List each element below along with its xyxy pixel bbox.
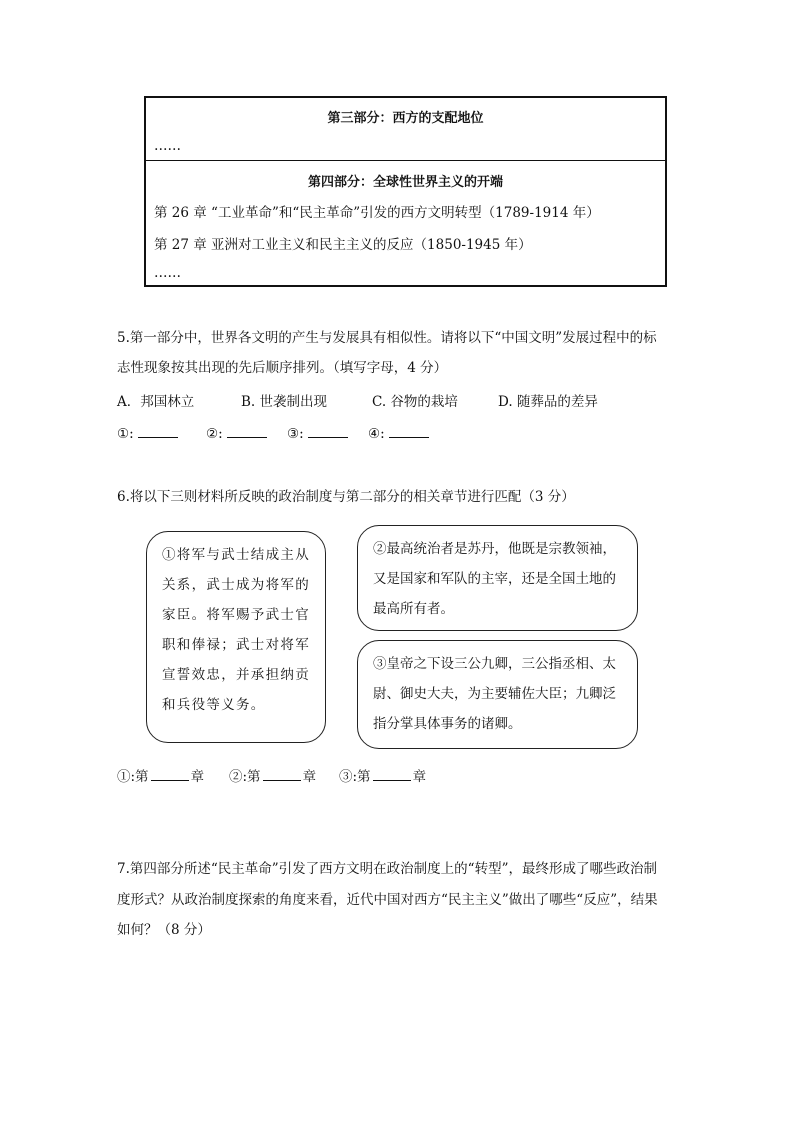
answer-blank-2[interactable]: [206, 423, 267, 442]
box2-line: 最高所有者。: [373, 601, 454, 617]
blank-line: [389, 423, 429, 438]
answer-blank-1[interactable]: [117, 423, 178, 442]
question-5-answer-blanks: [117, 423, 457, 443]
chapter-blank-label-1: ①:第: [117, 769, 149, 785]
part3-ellipsis: ……: [154, 138, 181, 154]
box1-line: 宣誓效忠，并承担纳贡: [162, 667, 310, 683]
blank-line: [227, 423, 267, 438]
box3-line: 指分掌具体事务的诸卿。: [373, 716, 522, 732]
question-7-line-1: 7.第四部分所述“民主革命”引发了西方文明在政治制度上的“转型”，最终形成了哪些政治制: [117, 861, 657, 877]
chapter-blank-2[interactable]: [229, 765, 316, 785]
question-7-line-3: 如何？（8 分）: [117, 922, 211, 938]
chapter-26: 第 26 章 “工业革命”和“民主革命”引发的西方文明转型（1789-1914 年）: [154, 205, 600, 221]
option-d: D. 随葬品的差异: [498, 394, 598, 410]
question-5-line-2: 志性现象按其出现的先后顺序排列。（填写字母，4 分）: [117, 360, 448, 376]
chapter-blank-1[interactable]: [117, 765, 204, 785]
box1-line: 关系，武士成为将军的: [162, 577, 310, 593]
chapter-suffix: 章: [412, 769, 427, 785]
question-6-answer-blanks: [117, 765, 457, 785]
blank-label-3: ③:: [287, 426, 304, 442]
blank-label-1: ①:: [117, 426, 134, 442]
box2-line: ②最高统治者是苏丹，他既是宗教领袖，: [373, 541, 616, 557]
question-6-line-1: 6.将以下三则材料所反映的政治制度与第二部分的相关章节进行匹配（3 分）: [117, 489, 575, 505]
blank-line: [373, 766, 411, 781]
answer-blank-3[interactable]: [287, 423, 348, 442]
chapter-blank-label-2: ②:第: [229, 769, 261, 785]
blank-line: [263, 766, 301, 781]
question-5-line-1: 5.第一部分中，世界各文明的产生与发展具有相似性。请将以下“中国文明”发展过程中的标: [117, 330, 657, 346]
chapter-suffix: 章: [190, 769, 205, 785]
box1-line: 和兵役等义务。: [162, 697, 266, 713]
part4-section: [146, 161, 665, 285]
blank-label-2: ②:: [206, 426, 223, 442]
chapter-blank-label-3: ③:第: [339, 769, 371, 785]
box3-line: ③皇帝之下设三公九卿，三公指丞相、太: [373, 656, 616, 672]
blank-line: [151, 766, 189, 781]
part4-ellipsis: ……: [154, 265, 181, 281]
material-box-1: [146, 531, 326, 743]
answer-blank-4[interactable]: [368, 423, 429, 442]
chapter-blank-3[interactable]: [339, 765, 426, 785]
material-box-2: [357, 525, 638, 631]
chapter-suffix: 章: [302, 769, 317, 785]
box1-line: 家臣。将军赐予武士官: [162, 607, 310, 623]
box1-line: ①将军与武士结成主从: [162, 547, 310, 563]
part3-section: [146, 98, 665, 161]
blank-line: [308, 423, 348, 438]
option-b: B. 世袭制出现: [241, 394, 328, 410]
box1-line: 职和俸禄；武士对将军: [162, 637, 310, 653]
chapter-27: 第 27 章 亚洲对工业主义和民主主义的反应（1850-1945 年）: [154, 237, 532, 253]
part3-title: 第三部分：西方的支配地位: [327, 111, 484, 126]
box2-line: 又是国家和军队的主宰，还是全国土地的: [373, 571, 616, 587]
box3-line: 尉、御史大夫，为主要辅佐大臣；九卿泛: [373, 686, 616, 702]
option-c: C. 谷物的栽培: [372, 394, 458, 410]
option-a: A．邦国林立: [117, 394, 195, 410]
part4-title: 第四部分：全球性世界主义的开端: [307, 175, 503, 190]
outline-table: [144, 96, 667, 287]
blank-line: [138, 423, 178, 438]
material-box-3: [357, 640, 638, 749]
question-7-line-2: 度形式？从政治制度探索的角度来看，近代中国对西方“民主主义”做出了哪些“反应”，结果: [117, 892, 658, 908]
blank-label-4: ④:: [368, 426, 385, 442]
question-5-options: [117, 390, 637, 410]
